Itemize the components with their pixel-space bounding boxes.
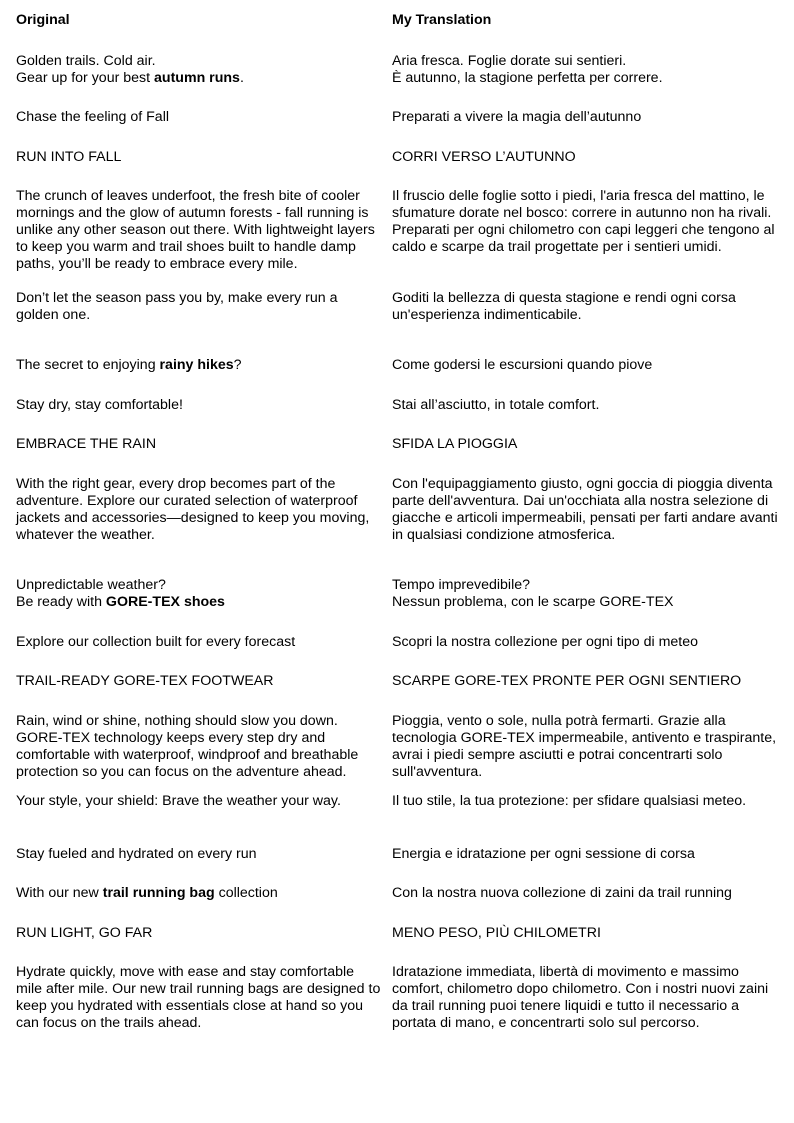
- original-s1-line2-pre: Gear up for your best: [16, 70, 155, 86]
- translation-s2-body: Con l'equipaggiamento giusto, ogni goccia di pioggia diventa parte dell'avventura. Dai un'occhiata alla nostra selezione di giacche e articoli impermeabili, pensati per farti andare avanti in qualsiasi condizione atmosferica.: [392, 476, 778, 543]
- translation-s3-tagline: [392, 577, 782, 611]
- original-s4-subtitle: [16, 885, 381, 902]
- original-s1-subtitle: Chase the feeling of Fall: [16, 109, 170, 125]
- translation-s1-subtitle: Preparati a vivere la magia dell’autunno: [392, 109, 642, 125]
- translation-s1-body: Il fruscio delle foglie sotto i piedi, l'aria fresca del mattino, le sfumature dorate nel bosco: correre in autunno non ha rivali. Preparati per ogni chilometro con capi leggeri che tengono al caldo e scarpe da trail progettate per i sentieri umidi.: [392, 188, 775, 255]
- original-s4-body: Hydrate quickly, move with ease and stay comfortable mile after mile. Our new trail running bags are designed to keep you hydrated with essentials close at hand so you can focus on the trails ahead.: [16, 964, 381, 1031]
- original-s1-tagline: [16, 53, 381, 87]
- translation-s1-line2: È autunno, la stagione perfetta per correre.: [392, 70, 663, 86]
- translation-s3-line1: Tempo imprevedibile?: [392, 577, 531, 593]
- original-s3-line2-bold: GORE-TEX shoes: [105, 594, 225, 610]
- original-s2-line1-bold: rainy hikes: [159, 357, 234, 373]
- original-s1-line2-post: .: [239, 70, 244, 86]
- original-s4-line2-post: collection: [214, 885, 278, 901]
- translation-s3-subtitle: Scopri la nostra collezione per ogni tipo di meteo: [392, 634, 698, 650]
- translation-s1-tagline: [392, 53, 782, 87]
- translation-s3-closing: Il tuo stile, la tua protezione: per sfidare qualsiasi meteo.: [392, 793, 747, 809]
- original-s1-body: The crunch of leaves underfoot, the fresh bite of cooler mornings and the glow of autumn forests - fall running is unlike any other season out there. With lightweight layers to keep you warm and trail shoes built to handle damp paths, you’ll be ready to embrace every mile.: [16, 188, 375, 272]
- original-header: Original: [16, 12, 70, 28]
- translation-s1-closing: Goditi la bellezza di questa stagione e rendi ogni corsa un'esperienza indimenticabile.: [392, 290, 736, 323]
- original-s1-line1: Golden trails. Cold air.: [16, 53, 156, 69]
- original-s2-headline: EMBRACE THE RAIN: [16, 436, 157, 452]
- original-s1-closing: Don’t let the season pass you by, make every run a golden one.: [16, 290, 338, 323]
- translation-header: My Translation: [392, 12, 492, 28]
- original-s1-line2-bold: autumn runs: [154, 70, 240, 86]
- original-s2-line1-post: ?: [233, 357, 242, 373]
- original-s2-subtitle: Stay dry, stay comfortable!: [16, 397, 183, 413]
- translation-s1-headline: CORRI VERSO L’AUTUNNO: [392, 149, 576, 165]
- translation-s4-subtitle: Con la nostra nuova collezione di zaini da trail running: [392, 885, 732, 901]
- translation-s3-headline: SCARPE GORE-TEX PRONTE PER OGNI SENTIERO: [392, 673, 742, 689]
- translation-s4-tagline: Energia e idratazione per ogni sessione di corsa: [392, 846, 695, 862]
- original-s3-line2-pre: Be ready with: [16, 594, 106, 610]
- original-s3-body: Rain, wind or shine, nothing should slow you down. GORE-TEX technology keeps every step dry and comfortable with waterproof, windproof and breathable protection so you can focus on the adventure ahead.: [16, 713, 359, 780]
- original-s3-headline: TRAIL-READY GORE-TEX FOOTWEAR: [16, 673, 274, 689]
- original-s3-tagline: [16, 577, 381, 611]
- original-s4-headline: RUN LIGHT, GO FAR: [16, 925, 153, 941]
- original-s3-line1: Unpredictable weather?: [16, 577, 166, 593]
- translation-s2-subtitle: Stai all’asciutto, in totale comfort.: [392, 397, 600, 413]
- original-s1-line2: [16, 70, 381, 87]
- original-s3-line2: [16, 594, 381, 611]
- translation-s4-headline: MENO PESO, PIÙ CHILOMETRI: [392, 925, 601, 941]
- translation-s1-line1: Aria fresca. Foglie dorate sui sentieri.: [392, 53, 627, 69]
- original-s2-body: With the right gear, every drop becomes part of the adventure. Explore our curated selection of waterproof jackets and accessories—designed to keep you moving, whatever the weather.: [16, 476, 370, 543]
- original-s4-tagline: Stay fueled and hydrated on every run: [16, 846, 257, 862]
- original-s2-tagline: [16, 357, 381, 374]
- original-s2-line1-pre: The secret to enjoying: [16, 357, 160, 373]
- translation-s3-line2: Nessun problema, con le scarpe GORE-TEX: [392, 594, 674, 610]
- translation-s4-body: Idratazione immediata, libertà di movimento e massimo comfort, chilometro dopo chilometro. Con i nostri nuovi zaini da trail running puoi tenere liquidi e tutto il necessario a portata di mano, e concentrarti solo sul percorso.: [392, 964, 769, 1031]
- original-s4-line2-bold: trail running bag: [102, 885, 215, 901]
- translation-s3-body: Pioggia, vento o sole, nulla potrà fermarti. Grazie alla tecnologia GORE-TEX impermeabile, antivento e traspirante, avrai i piedi sempre asciutti e potrai concentrarti solo sull'avventura.: [392, 713, 777, 780]
- original-s3-subtitle: Explore our collection built for every forecast: [16, 634, 296, 650]
- original-s3-closing: Your style, your shield: Brave the weather your way.: [16, 793, 341, 809]
- original-s1-headline: RUN INTO FALL: [16, 149, 122, 165]
- translation-s2-tagline: Come godersi le escursioni quando piove: [392, 357, 653, 373]
- translation-s2-headline: SFIDA LA PIOGGIA: [392, 436, 518, 452]
- original-s4-line2-pre: With our new: [16, 885, 103, 901]
